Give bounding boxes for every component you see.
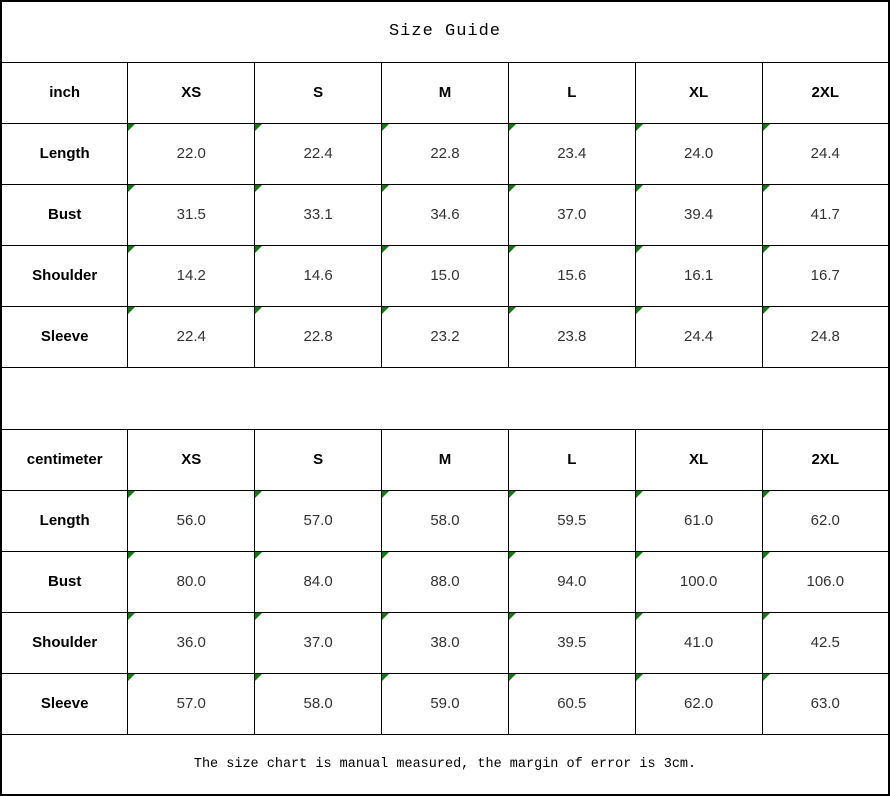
cell-corner-marker-icon	[255, 613, 262, 620]
cell-value: 61.0	[684, 512, 714, 529]
cell-corner-marker-icon	[382, 552, 389, 559]
cell-value: 63.0	[810, 695, 840, 712]
cell-value: 41.7	[810, 206, 840, 223]
spacer-row	[1, 367, 889, 429]
cell-value: 59.5	[557, 512, 587, 529]
cell-corner-marker-icon	[128, 674, 135, 681]
measurement-value-cell	[635, 673, 762, 734]
cell-corner-marker-icon	[128, 246, 135, 253]
measurement-value-cell	[508, 123, 635, 184]
cell-corner-marker-icon	[509, 307, 516, 314]
cell-corner-marker-icon	[636, 613, 643, 620]
cell-corner-marker-icon	[128, 307, 135, 314]
size-header-l: L	[508, 62, 635, 123]
cell-corner-marker-icon	[128, 185, 135, 192]
measurement-value-cell	[255, 490, 382, 551]
measurement-value-cell	[635, 123, 762, 184]
cell-value: 41.0	[684, 634, 714, 651]
measurement-value-cell	[635, 184, 762, 245]
spacer-cell	[1, 367, 889, 429]
cell-corner-marker-icon	[636, 491, 643, 498]
cell-corner-marker-icon	[382, 185, 389, 192]
cell-value: 84.0	[303, 573, 333, 590]
cell-value: 58.0	[430, 512, 460, 529]
measurement-value-cell	[255, 123, 382, 184]
cell-corner-marker-icon	[255, 185, 262, 192]
size-header-xl: XL	[635, 429, 762, 490]
measurement-value-cell	[508, 673, 635, 734]
measurement-value-cell	[382, 123, 509, 184]
cell-corner-marker-icon	[255, 307, 262, 314]
cell-corner-marker-icon	[382, 491, 389, 498]
cell-value: 56.0	[176, 512, 206, 529]
measurement-value-cell	[382, 184, 509, 245]
cell-corner-marker-icon	[509, 674, 516, 681]
cm-sleeve-row	[1, 673, 889, 734]
cell-corner-marker-icon	[763, 552, 770, 559]
inch-bust-row	[1, 184, 889, 245]
size-header-m: M	[382, 62, 509, 123]
measurement-value-cell	[255, 673, 382, 734]
measurement-value-cell	[762, 612, 889, 673]
measurement-value-cell	[382, 306, 509, 367]
measurement-value-cell	[255, 551, 382, 612]
cell-corner-marker-icon	[509, 552, 516, 559]
measurement-value-cell	[508, 551, 635, 612]
cm-shoulder-row	[1, 612, 889, 673]
cell-value: 24.4	[810, 145, 840, 162]
cell-value: 39.4	[684, 206, 714, 223]
inch-length-row	[1, 123, 889, 184]
title-row	[1, 1, 889, 62]
measurement-value-cell	[128, 551, 255, 612]
cell-value: 22.4	[176, 328, 206, 345]
measurement-value-cell	[508, 612, 635, 673]
cell-value: 14.2	[176, 267, 206, 284]
measurement-value-cell	[255, 612, 382, 673]
cell-value: 31.5	[176, 206, 206, 223]
measurement-value-cell	[635, 306, 762, 367]
size-header-2xl: 2XL	[762, 62, 889, 123]
cm-header-row	[1, 429, 889, 490]
page-title: Size Guide	[1, 1, 889, 62]
cell-value: 14.6	[303, 267, 333, 284]
cell-value: 33.1	[303, 206, 333, 223]
measurement-value-cell	[128, 306, 255, 367]
measurement-value-cell	[128, 184, 255, 245]
cell-corner-marker-icon	[636, 124, 643, 131]
measurement-label: Length	[1, 123, 128, 184]
measurement-label: Sleeve	[1, 673, 128, 734]
cell-corner-marker-icon	[763, 674, 770, 681]
measurement-value-cell	[128, 673, 255, 734]
cell-value: 22.0	[176, 145, 206, 162]
cell-value: 23.8	[557, 328, 587, 345]
measurement-value-cell	[762, 490, 889, 551]
cell-value: 16.1	[684, 267, 714, 284]
measurement-value-cell	[382, 612, 509, 673]
measurement-value-cell	[508, 184, 635, 245]
cell-value: 57.0	[176, 695, 206, 712]
cell-corner-marker-icon	[636, 307, 643, 314]
cell-value: 58.0	[303, 695, 333, 712]
measurement-value-cell	[762, 245, 889, 306]
cell-corner-marker-icon	[128, 613, 135, 620]
cell-value: 62.0	[810, 512, 840, 529]
unit-header-inch: inch	[1, 62, 128, 123]
measurement-value-cell	[128, 123, 255, 184]
size-header-2xl: 2XL	[762, 429, 889, 490]
unit-header-centimeter: centimeter	[1, 429, 128, 490]
cell-corner-marker-icon	[255, 491, 262, 498]
cm-bust-row	[1, 551, 889, 612]
measurement-value-cell	[762, 184, 889, 245]
inch-shoulder-row	[1, 245, 889, 306]
measurement-value-cell	[635, 245, 762, 306]
measurement-value-cell	[255, 306, 382, 367]
cell-value: 24.8	[810, 328, 840, 345]
cell-value: 15.0	[430, 267, 460, 284]
cell-value: 22.8	[303, 328, 333, 345]
measurement-value-cell	[128, 245, 255, 306]
cell-corner-marker-icon	[255, 552, 262, 559]
measurement-value-cell	[128, 490, 255, 551]
cell-corner-marker-icon	[382, 674, 389, 681]
cell-value: 106.0	[806, 573, 845, 590]
footer-row	[1, 734, 889, 795]
cell-value: 62.0	[684, 695, 714, 712]
cell-corner-marker-icon	[128, 552, 135, 559]
cell-value: 22.4	[303, 145, 333, 162]
cell-corner-marker-icon	[382, 246, 389, 253]
size-header-xs: XS	[128, 62, 255, 123]
footer-note: The size chart is manual measured, the margin of error is 3cm.	[1, 734, 889, 795]
cell-corner-marker-icon	[763, 613, 770, 620]
measurement-value-cell	[635, 490, 762, 551]
measurement-value-cell	[255, 184, 382, 245]
measurement-label: Bust	[1, 184, 128, 245]
measurement-value-cell	[255, 245, 382, 306]
cell-corner-marker-icon	[636, 674, 643, 681]
cell-value: 57.0	[303, 512, 333, 529]
measurement-value-cell	[635, 612, 762, 673]
size-header-xs: XS	[128, 429, 255, 490]
measurement-label: Sleeve	[1, 306, 128, 367]
cell-corner-marker-icon	[509, 185, 516, 192]
measurement-value-cell	[762, 123, 889, 184]
cell-corner-marker-icon	[763, 246, 770, 253]
cell-corner-marker-icon	[128, 491, 135, 498]
measurement-value-cell	[762, 306, 889, 367]
cell-value: 36.0	[176, 634, 206, 651]
measurement-value-cell	[382, 551, 509, 612]
measurement-label: Bust	[1, 551, 128, 612]
measurement-value-cell	[508, 306, 635, 367]
cell-corner-marker-icon	[636, 552, 643, 559]
cell-corner-marker-icon	[382, 307, 389, 314]
measurement-value-cell	[762, 551, 889, 612]
cell-corner-marker-icon	[763, 307, 770, 314]
cell-value: 23.2	[430, 328, 460, 345]
inch-sleeve-row	[1, 306, 889, 367]
cell-value: 39.5	[557, 634, 587, 651]
cell-value: 42.5	[810, 634, 840, 651]
cell-corner-marker-icon	[636, 246, 643, 253]
cell-corner-marker-icon	[509, 613, 516, 620]
cell-value: 37.0	[557, 206, 587, 223]
cell-corner-marker-icon	[636, 185, 643, 192]
cell-value: 59.0	[430, 695, 460, 712]
measurement-value-cell	[762, 673, 889, 734]
measurement-value-cell	[508, 490, 635, 551]
cell-corner-marker-icon	[763, 124, 770, 131]
cell-value: 22.8	[430, 145, 460, 162]
cell-value: 100.0	[679, 573, 718, 590]
cell-corner-marker-icon	[509, 124, 516, 131]
measurement-value-cell	[508, 245, 635, 306]
size-header-m: M	[382, 429, 509, 490]
cell-value: 80.0	[176, 573, 206, 590]
cell-value: 16.7	[810, 267, 840, 284]
cell-corner-marker-icon	[382, 124, 389, 131]
measurement-value-cell	[635, 551, 762, 612]
cell-value: 60.5	[557, 695, 587, 712]
measurement-label: Length	[1, 490, 128, 551]
measurement-value-cell	[382, 245, 509, 306]
size-header-l: L	[508, 429, 635, 490]
cell-corner-marker-icon	[382, 613, 389, 620]
size-header-s: S	[255, 62, 382, 123]
measurement-value-cell	[382, 673, 509, 734]
cell-value: 94.0	[557, 573, 587, 590]
cell-corner-marker-icon	[255, 246, 262, 253]
measurement-value-cell	[128, 612, 255, 673]
cell-corner-marker-icon	[255, 124, 262, 131]
size-header-xl: XL	[635, 62, 762, 123]
cell-corner-marker-icon	[509, 491, 516, 498]
cell-value: 23.4	[557, 145, 587, 162]
size-header-s: S	[255, 429, 382, 490]
cell-corner-marker-icon	[763, 491, 770, 498]
cm-length-row	[1, 490, 889, 551]
measurement-label: Shoulder	[1, 245, 128, 306]
cell-corner-marker-icon	[763, 185, 770, 192]
measurement-label: Shoulder	[1, 612, 128, 673]
cell-corner-marker-icon	[128, 124, 135, 131]
cell-value: 38.0	[430, 634, 460, 651]
cell-value: 34.6	[430, 206, 460, 223]
cell-value: 37.0	[303, 634, 333, 651]
cell-value: 88.0	[430, 573, 460, 590]
measurement-value-cell	[382, 490, 509, 551]
cell-value: 24.0	[684, 145, 714, 162]
cell-corner-marker-icon	[255, 674, 262, 681]
cell-corner-marker-icon	[509, 246, 516, 253]
inch-header-row	[1, 62, 889, 123]
cell-value: 24.4	[684, 328, 714, 345]
cell-value: 15.6	[557, 267, 587, 284]
